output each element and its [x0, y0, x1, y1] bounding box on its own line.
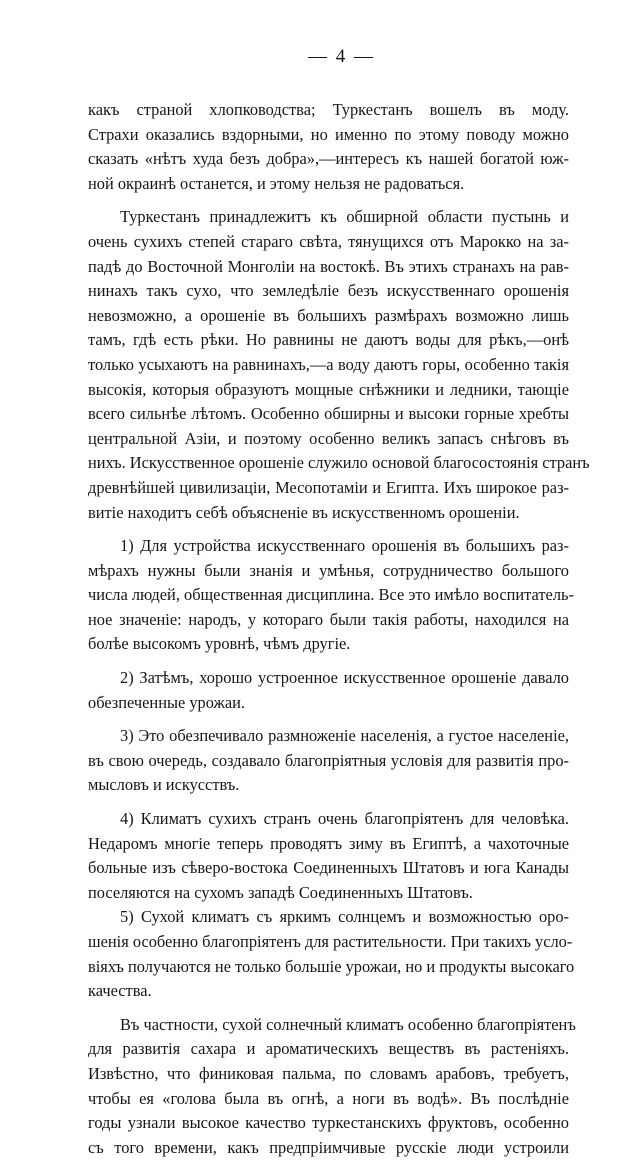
text-line: для развитія сахара и ароматическихъ веществъ въ растеніяхъ.	[88, 1039, 569, 1059]
text-line: ной окраинѣ останется, и этому нельзя не радоваться.	[88, 173, 465, 193]
text-line: мѣрахъ нужны были знанія и умѣнья, сотрудничество большого	[88, 560, 569, 580]
text-line: ное значеніе: народъ, у котораго были такія работы, находился на	[88, 609, 569, 629]
paragraph	[88, 666, 569, 715]
text-line: Страхи оказались вздорными, но именно по этому поводу можно	[88, 124, 569, 144]
text-line: нихъ. Искусственное орошеніе служило основой благосостоянія странъ	[88, 453, 590, 473]
text-line: Извѣстно, что финиковая пальма, по словамъ арабовъ, требуетъ,	[88, 1063, 569, 1083]
paragraph	[88, 1013, 576, 1160]
text-line: поселяются на сухомъ западѣ Соединенныхъ Штатовъ.	[88, 882, 473, 902]
text-line: болѣе высокомъ уровнѣ, чѣмъ другіе.	[88, 634, 351, 654]
text-line: віяхъ получаются не только большіе урожаи, но и продукты высокаго	[88, 956, 575, 976]
text-line: тамъ, гдѣ есть рѣки. Но равнины не даютъ воды для рѣкъ,—онѣ	[88, 330, 569, 350]
text-line: высокія, которыя образуютъ мощные снѣжники и ледники, тающіе	[88, 379, 569, 399]
text-line: какъ страной хлопководства; Туркестанъ вошелъ въ моду.	[88, 100, 569, 119]
text-line: всего сильнѣе лѣтомъ. Особенно обширны и высоки горные хребты	[88, 404, 569, 424]
text-line: шенія особенно благопріятенъ для растительности. При такихъ усло-	[88, 932, 573, 951]
text-line: чтобы ея «голова была въ огнѣ, а ноги въ водѣ». Въ послѣдніе	[88, 1088, 569, 1108]
text-line: только усыхаютъ на равнинахъ,—а воду даютъ горы, особенно такія	[88, 354, 569, 374]
text-line: съ того времени, какъ предпріимчивые русскіе люди устроили	[88, 1137, 569, 1157]
text-line: Въ частности, сухой солнечный климатъ особенно благопріятенъ	[120, 1014, 576, 1034]
paragraph	[88, 534, 574, 657]
paragraph	[88, 724, 569, 798]
paragraph	[88, 98, 569, 196]
paragraph	[88, 807, 575, 1004]
text-line: невозможно, а орошеніе въ большихъ размѣрахъ возможно лишь	[88, 305, 569, 325]
page-number: — 4 —	[308, 46, 375, 67]
text-line: больные изъ сѣверо-востока Соединенныхъ Штатовъ и юга Канады	[88, 858, 569, 878]
text-line: 1) Для устройства искусственнаго орошенія въ большихъ раз-	[120, 536, 569, 556]
text-line: качества.	[88, 981, 152, 1001]
text-line: падѣ до Восточной Монголіи на востокѣ. Въ этихъ странахъ на рав-	[88, 256, 569, 276]
text-line: Недаромъ многіе теперь проводятъ зиму въ Египтѣ, а чахоточные	[88, 833, 569, 853]
text-line: древнѣйшей цивилизаціи, Месопотаміи и Египта. Ихъ широкое раз-	[88, 477, 569, 497]
text-line: 3) Это обезпечивало размноженіе населенія, а густое населеніе,	[120, 726, 569, 746]
text-line: 4) Климатъ сухихъ странъ очень благопріятенъ для человѣка.	[120, 809, 569, 829]
text-line: обезпеченные урожаи.	[88, 692, 245, 712]
paragraph	[88, 205, 590, 525]
text-line: числа людей, общественная дисциплина. Все это имѣло воспитатель-	[88, 585, 574, 605]
text-line: 2) Затѣмъ, хорошо устроенное искусственное орошеніе давало	[120, 668, 569, 688]
text-line: витіе находитъ себѣ объясненіе въ искусственномъ орошеніи.	[88, 502, 520, 522]
text-line: мысловъ и искусствъ.	[88, 775, 240, 795]
text-line: 5) Сухой климатъ съ яркимъ солнцемъ и возможностью оро-	[120, 907, 569, 927]
text-line: сказать «нѣтъ худа безъ добра»,—интересъ къ нашей богатой юж-	[88, 149, 569, 169]
text-line: центральной Азіи, и поэтому особенно великъ запасъ снѣговъ въ	[88, 428, 569, 448]
text-line: очень сухихъ степей стараго свѣта, тянущихся отъ Марокко на за-	[88, 231, 569, 251]
text-line: нинахъ такъ сухо, что земледѣліе безъ искусственнаго орошенія	[88, 281, 569, 301]
text-line: въ свою очередь, создавало благопріятныя условія для развитія про-	[88, 750, 569, 770]
text-line: Туркестанъ принадлежитъ къ обширной области пустынь и	[120, 207, 569, 227]
text-line: годы узнали высокое качество туркестанскихъ фруктовъ, особенно	[88, 1113, 569, 1133]
